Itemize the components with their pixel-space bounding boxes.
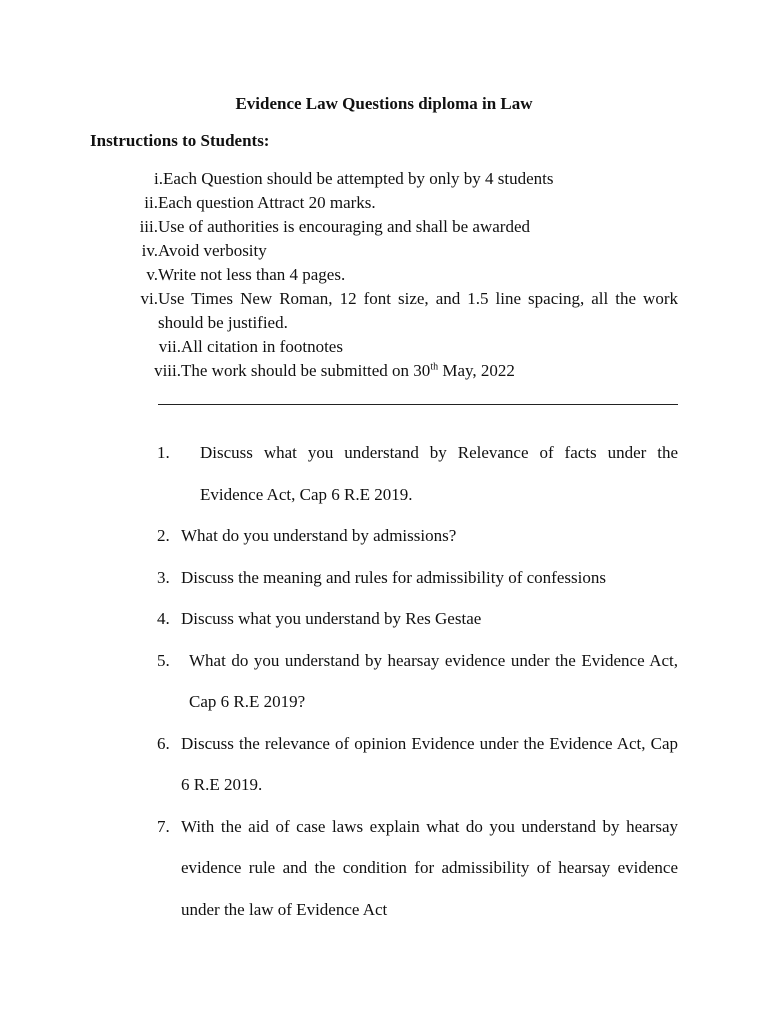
instruction-text: Write not less than 4 pages. <box>158 265 346 284</box>
instruction-text: Use Times New Roman, 12 font size, and 1.5 line spacing, all the work should be justified. <box>158 289 678 332</box>
question-item <box>157 806 678 931</box>
instruction-item <box>128 239 678 263</box>
instruction-item <box>128 335 678 359</box>
question-text: What do you understand by hearsay evidence under the Evidence Act, Cap 6 R.E 2019? <box>189 650 678 711</box>
instruction-number: i. <box>154 169 163 188</box>
question-item <box>157 598 678 640</box>
instruction-text <box>181 359 678 383</box>
section-divider <box>158 404 678 405</box>
instruction-text: Avoid verbosity <box>158 241 267 260</box>
instruction-number: vi. <box>140 289 158 308</box>
instruction-item <box>128 263 678 287</box>
instruction-text-part: May, 2022 <box>438 361 515 380</box>
question-item <box>157 723 678 806</box>
instruction-text-part: The work should be submitted on 30 <box>181 361 431 380</box>
question-number: 7. <box>157 816 170 836</box>
question-text: Discuss the meaning and rules for admissibility of confessions <box>181 567 606 587</box>
question-number: 2. <box>157 526 170 545</box>
instruction-number: v. <box>146 265 158 284</box>
instruction-number: viii. <box>154 361 181 380</box>
instruction-number: vii. <box>158 337 181 356</box>
questions-list <box>157 432 678 930</box>
instruction-text: Each question Attract 20 marks. <box>158 193 376 212</box>
question-number: 5. <box>157 650 170 670</box>
question-number: 3. <box>157 567 170 587</box>
question-text: What do you understand by admissions? <box>181 526 457 545</box>
question-item <box>157 432 678 515</box>
question-number: 4. <box>157 609 170 628</box>
question-item <box>157 557 678 599</box>
instruction-number: ii. <box>144 193 158 212</box>
question-text: Discuss the relevance of opinion Evidence under the Evidence Act, Cap 6 R.E 2019. <box>181 733 678 794</box>
instruction-item <box>128 287 678 335</box>
ordinal-suffix: th <box>430 361 439 373</box>
instructions-heading: Instructions to Students: <box>90 131 270 150</box>
question-number: 1. <box>157 443 170 462</box>
instruction-item <box>128 359 678 383</box>
instruction-number: iii. <box>139 217 158 236</box>
instruction-number: iv. <box>141 241 158 260</box>
question-item <box>157 640 678 723</box>
instruction-item <box>128 215 678 239</box>
question-item <box>157 515 678 557</box>
instruction-item <box>128 191 678 215</box>
instruction-text: All citation in footnotes <box>181 337 343 356</box>
question-text: Discuss what you understand by Relevance of facts under the Evidence Act, Cap 6 R.E 2019. <box>200 443 678 504</box>
question-number: 6. <box>157 733 170 753</box>
instruction-text: Each Question should be attempted by only by 4 students <box>163 169 554 188</box>
question-text: With the aid of case laws explain what do you understand by hearsay evidence rule and the condition for admissibility of hearsay evidence under the law of Evidence Act <box>181 816 678 919</box>
question-text: Discuss what you understand by Res Gestae <box>181 609 482 628</box>
document-title: Evidence Law Questions diploma in Law <box>235 94 533 113</box>
instructions-list <box>128 167 678 383</box>
instruction-item <box>128 167 678 191</box>
instruction-text: Use of authorities is encouraging and shall be awarded <box>158 217 530 236</box>
